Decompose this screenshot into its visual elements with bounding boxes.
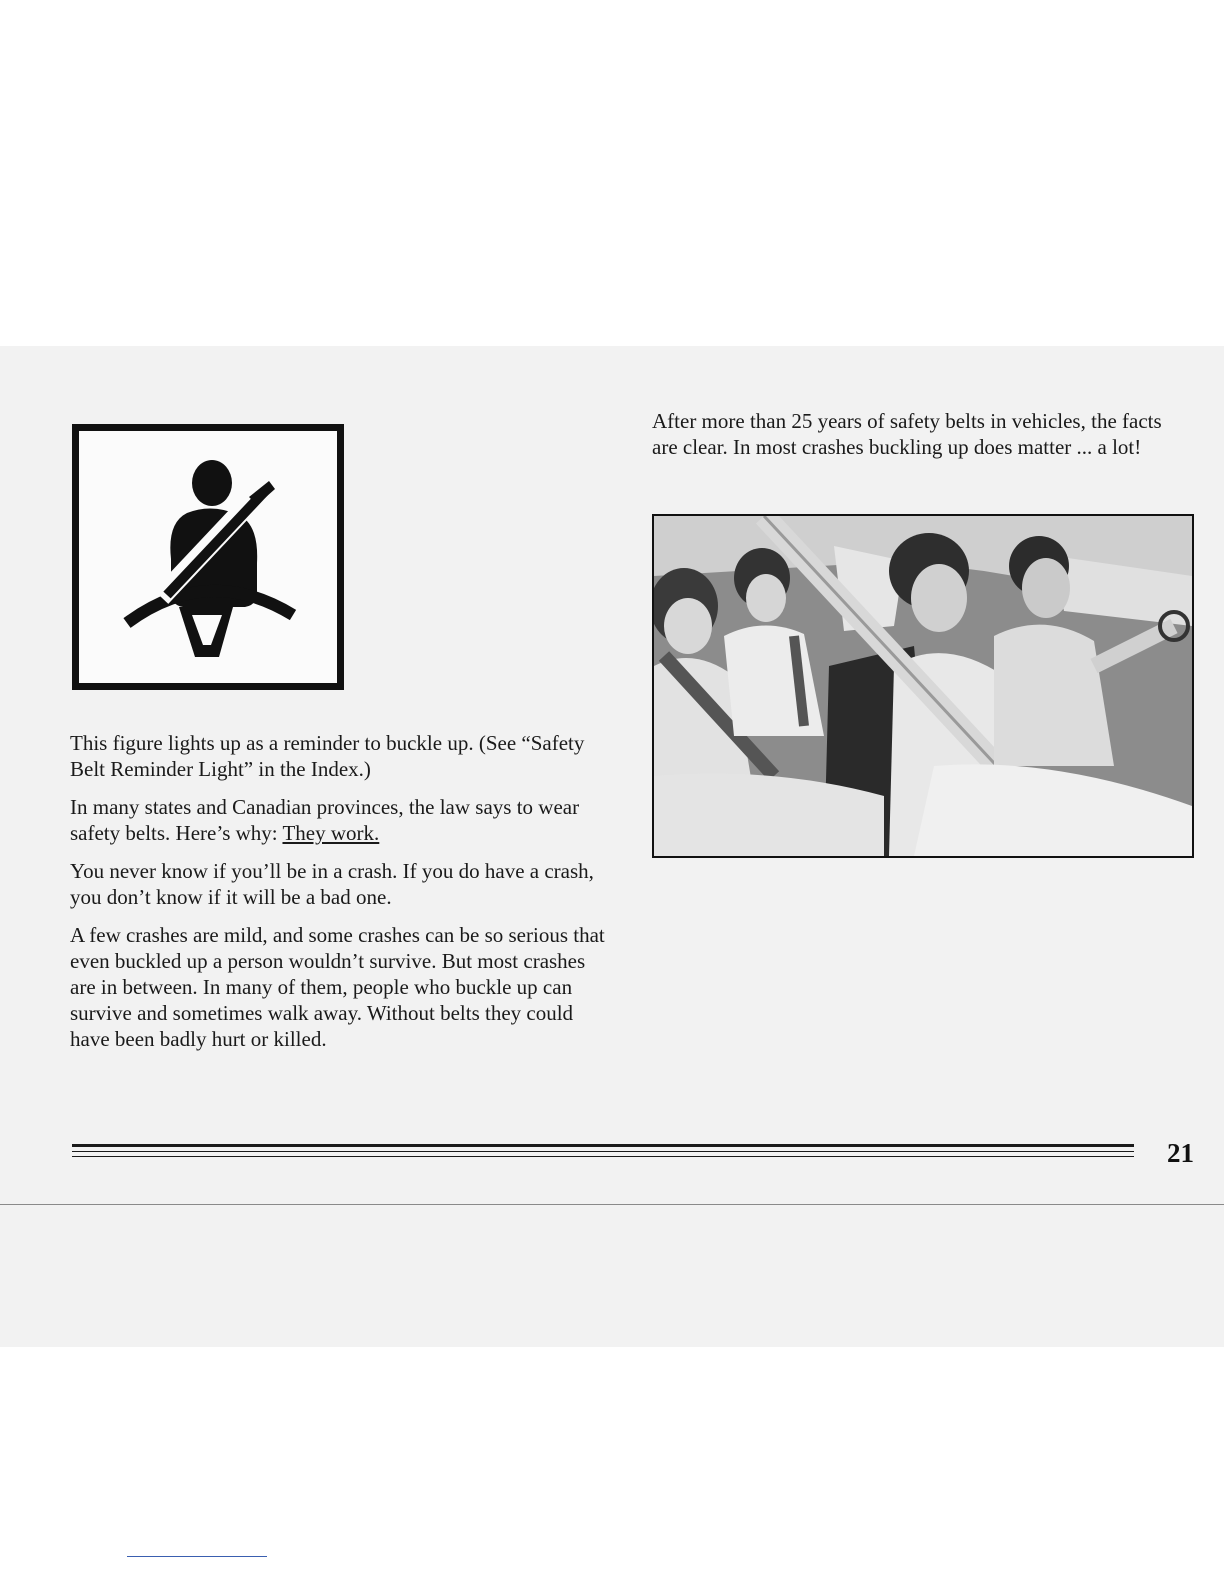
- seat-belt-figure-icon: [79, 431, 337, 683]
- law-paragraph-text: In many states and Canadian provinces, the law says to wear safety belts. Here’s why:: [70, 795, 580, 845]
- car-interior-illustration: [654, 516, 1192, 856]
- law-paragraph: [70, 794, 610, 846]
- page-number: 21: [1167, 1138, 1194, 1168]
- right-text-column: [652, 408, 1187, 472]
- crash-paragraph: You never know if you’ll be in a crash. If you do have a crash, you don’t know if it will be a bad one.: [70, 859, 594, 909]
- family-wearing-safety-belts-in-car-icon: [652, 514, 1194, 858]
- footer-rule: [72, 1144, 1134, 1164]
- footer-link-underline: [127, 1556, 267, 1557]
- safety-belt-reminder-icon: [72, 424, 344, 690]
- left-text-column: [70, 730, 610, 1064]
- reminder-paragraph: This figure lights up as a reminder to buckle up. (See “Safety Belt Reminder Light” in the Index.): [70, 731, 585, 781]
- severity-paragraph: A few crashes are mild, and some crashes can be so serious that even buckled up a person wouldn’t survive. But most crashes are in between. In many of them, people who buckle up can survive and sometimes walk away. Without belts they could have been badly hurt or killed.: [70, 923, 605, 1051]
- they-work-underlined: They work.: [282, 821, 380, 845]
- facts-paragraph: After more than 25 years of safety belts in vehicles, the facts are clear. In most crashes buckling up does matter ... a lot!: [652, 409, 1162, 459]
- band-bottom-divider: [0, 1204, 1224, 1205]
